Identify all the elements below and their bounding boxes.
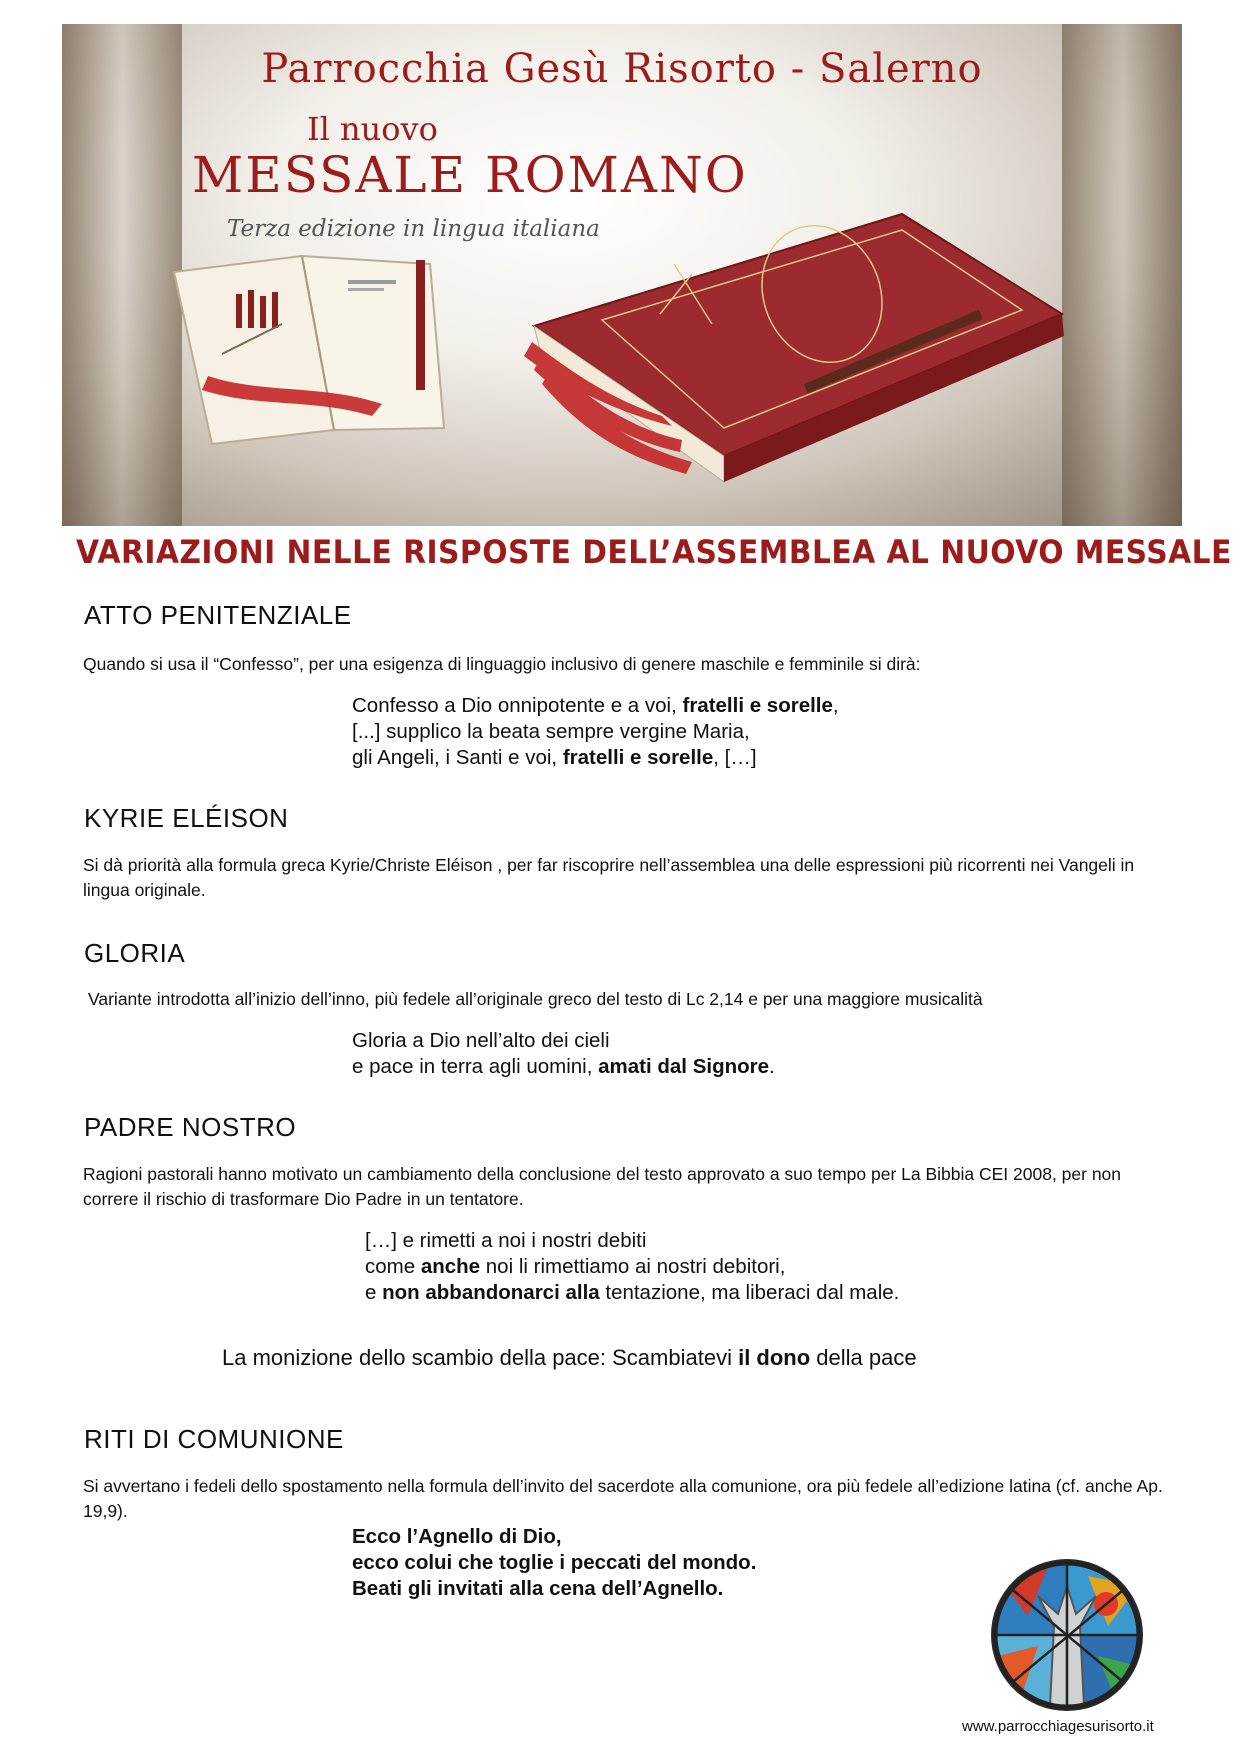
missal-title-small: Il nuovo [307,110,438,148]
parish-logo [988,1556,1146,1714]
padre-verse-line2: come anche noi li rimettiamo ai nostri debitori, [365,1255,786,1278]
missal-subtitle: Terza edizione in lingua italiana [227,216,600,242]
gloria-verse-line2: e pace in terra agli uomini, amati dal Signore. [352,1055,775,1078]
section-heading-atto: ATTO PENITENZIALE [84,600,352,630]
section-heading-gloria: GLORIA [84,938,186,968]
riti-verse [352,1524,756,1602]
riti-verse-line3: Beati gli invitati alla cena dell’Agnello. [352,1577,724,1600]
atto-verse-line3: gli Angeli, i Santi e voi, fratelli e sorelle, […] [352,746,757,769]
riti-intro: Si avvertano i fedeli dello spostamento nella formula dell’invito del sacerdote alla comunione, ora più fedele all’edizione latina (cf. anche Ap. 19,9). [83,1476,1163,1521]
section-heading-riti: RITI DI COMUNIONE [84,1424,344,1454]
header-banner [62,24,1182,526]
section-heading-kyrie: KYRIE ELÉISON [84,803,289,833]
atto-verse-line2: [...] supplico la beata sempre vergine Maria, [352,720,750,743]
gloria-verse-line1: Gloria a Dio nell’alto dei cieli [352,1029,610,1052]
padre-intro: Ragioni pastorali hanno motivato un cambiamento della conclusione del testo approvato a suo tempo per La Bibbia CEI 2008, per non correre il rischio di trasformare Dio Padre in un tentatore. [83,1164,1122,1209]
missal-title-large: MESSALE ROMANO [192,146,748,204]
kyrie-intro: Si dà priorità alla formula greca Kyrie/Christe Eléison , per far riscoprire nell’assemblea una delle espressioni più ricorrenti nei Vangeli in lingua originale. [83,855,1135,900]
missal-book-illustration [62,24,1182,526]
atto-intro: Quando si usa il “Confesso”, per una esigenza di linguaggio inclusivo di genere maschile e femminile si dirà: [83,654,921,674]
website-link[interactable]: www.parrocchiagesurisorto.it [962,1718,1154,1735]
padre-verse-line3: e non abbandonarci alla tentazione, ma liberaci dal male. [365,1281,900,1304]
section-heading-padre: PADRE NOSTRO [84,1112,297,1142]
padre-verse-line1: […] e rimetti a noi i nostri debiti [365,1229,647,1252]
parish-title: Parrocchia Gesù Risorto - Salerno [261,46,983,92]
atto-verse [352,693,839,771]
riti-verse-line1: Ecco l’Agnello di Dio, [352,1525,562,1548]
main-heading: VARIAZIONI NELLE RISPOSTE DELL’ASSEMBLEA AL NUOVO MESSALE [76,533,1232,571]
gloria-verse [352,1028,775,1080]
gloria-intro: Variante introdotta all’inizio dell’inno, più fedele all’originale greco del testo di Lc 2,14 e per una maggiore musicalità [88,989,983,1009]
riti-verse-line2: ecco colui che toglie i peccati del mondo. [352,1551,757,1574]
atto-verse-line1: Confesso a Dio onnipotente e a voi, fratelli e sorelle, [352,694,839,717]
padre-verse [365,1228,899,1306]
peace-exchange-note: La monizione dello scambio della pace: Scambiatevi il dono della pace [222,1345,917,1370]
